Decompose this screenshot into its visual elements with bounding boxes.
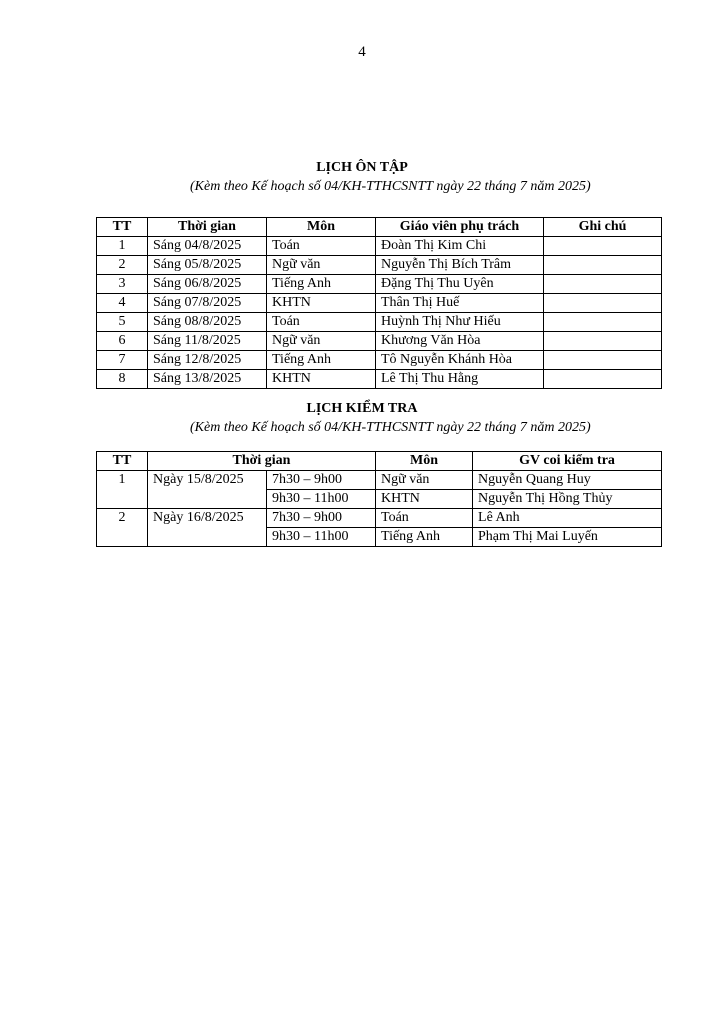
table-header-row bbox=[97, 218, 662, 237]
review-schedule-subtitle: (Kèm theo Kế hoạch số 04/KH-TTHCSNTT ngày 22 tháng 7 năm 2025) bbox=[190, 179, 591, 194]
row-subject: Toán bbox=[376, 509, 473, 528]
row-time: Sáng 12/8/2025 bbox=[148, 351, 267, 370]
header-note: Ghi chú bbox=[544, 218, 662, 237]
row-number: 4 bbox=[97, 294, 148, 313]
header-time: Thời gian bbox=[148, 452, 376, 471]
table-row bbox=[97, 370, 662, 389]
row-time: Sáng 07/8/2025 bbox=[148, 294, 267, 313]
review-schedule-title: LỊCH ÔN TẬP bbox=[316, 160, 408, 175]
row-teacher: Khương Văn Hòa bbox=[376, 332, 544, 351]
review-table-body bbox=[97, 237, 662, 389]
exam-schedule-title: LỊCH KIỂM TRA bbox=[306, 401, 418, 416]
row-subject: Ngữ văn bbox=[376, 471, 473, 490]
row-number: 2 bbox=[97, 256, 148, 275]
row-slot: 9h30 – 11h00 bbox=[267, 528, 376, 547]
row-date-empty bbox=[148, 528, 267, 547]
exam-table-body bbox=[97, 471, 662, 547]
row-note bbox=[544, 237, 662, 256]
row-teacher: Đặng Thị Thu Uyên bbox=[376, 275, 544, 294]
header-proctor: GV coi kiểm tra bbox=[473, 452, 662, 471]
table-row bbox=[97, 313, 662, 332]
row-subject: KHTN bbox=[267, 370, 376, 389]
row-note bbox=[544, 256, 662, 275]
row-subject: Ngữ văn bbox=[267, 332, 376, 351]
row-time: Sáng 06/8/2025 bbox=[148, 275, 267, 294]
row-teacher: Đoàn Thị Kim Chi bbox=[376, 237, 544, 256]
row-date: Ngày 16/8/2025 bbox=[148, 509, 267, 528]
row-slot: 7h30 – 9h00 bbox=[267, 509, 376, 528]
row-number: 1 bbox=[97, 471, 148, 490]
row-subject: KHTN bbox=[376, 490, 473, 509]
header-subject: Môn bbox=[267, 218, 376, 237]
table-row bbox=[97, 490, 662, 509]
table-row bbox=[97, 237, 662, 256]
review-schedule-table bbox=[96, 217, 662, 389]
exam-schedule-table bbox=[96, 451, 662, 547]
table-row bbox=[97, 528, 662, 547]
header-tt: TT bbox=[97, 452, 148, 471]
row-note bbox=[544, 313, 662, 332]
row-teacher: Tô Nguyễn Khánh Hòa bbox=[376, 351, 544, 370]
exam-schedule-subtitle: (Kèm theo Kế hoạch số 04/KH-TTHCSNTT ngày 22 tháng 7 năm 2025) bbox=[190, 420, 591, 435]
header-teacher: Giáo viên phụ trách bbox=[376, 218, 544, 237]
row-time: Sáng 08/8/2025 bbox=[148, 313, 267, 332]
row-proctor: Lê Anh bbox=[473, 509, 662, 528]
table-row bbox=[97, 294, 662, 313]
row-note bbox=[544, 351, 662, 370]
row-date: Ngày 15/8/2025 bbox=[148, 471, 267, 490]
header-tt: TT bbox=[97, 218, 148, 237]
row-subject: Toán bbox=[267, 313, 376, 332]
row-teacher: Lê Thị Thu Hằng bbox=[376, 370, 544, 389]
row-slot: 7h30 – 9h00 bbox=[267, 471, 376, 490]
row-number: 8 bbox=[97, 370, 148, 389]
row-note bbox=[544, 332, 662, 351]
row-time: Sáng 11/8/2025 bbox=[148, 332, 267, 351]
row-note bbox=[544, 370, 662, 389]
row-teacher: Huỳnh Thị Như Hiếu bbox=[376, 313, 544, 332]
row-number-empty bbox=[97, 528, 148, 547]
row-proctor: Phạm Thị Mai Luyến bbox=[473, 528, 662, 547]
row-number: 7 bbox=[97, 351, 148, 370]
header-time: Thời gian bbox=[148, 218, 267, 237]
row-number: 1 bbox=[97, 237, 148, 256]
page-number: 4 bbox=[358, 44, 366, 60]
row-subject: Tiếng Anh bbox=[267, 351, 376, 370]
table-row bbox=[97, 509, 662, 528]
row-slot: 9h30 – 11h00 bbox=[267, 490, 376, 509]
table-row bbox=[97, 332, 662, 351]
row-number-empty bbox=[97, 490, 148, 509]
table-header-row bbox=[97, 452, 662, 471]
row-time: Sáng 05/8/2025 bbox=[148, 256, 267, 275]
row-proctor: Nguyễn Thị Hồng Thủy bbox=[473, 490, 662, 509]
table-row bbox=[97, 256, 662, 275]
row-time: Sáng 13/8/2025 bbox=[148, 370, 267, 389]
row-subject: Tiếng Anh bbox=[376, 528, 473, 547]
row-note bbox=[544, 275, 662, 294]
row-subject: KHTN bbox=[267, 294, 376, 313]
row-number: 5 bbox=[97, 313, 148, 332]
table-row bbox=[97, 275, 662, 294]
row-subject: Toán bbox=[267, 237, 376, 256]
row-number: 6 bbox=[97, 332, 148, 351]
row-proctor: Nguyễn Quang Huy bbox=[473, 471, 662, 490]
row-date-empty bbox=[148, 490, 267, 509]
row-teacher: Thân Thị Huế bbox=[376, 294, 544, 313]
row-subject: Ngữ văn bbox=[267, 256, 376, 275]
header-subject: Môn bbox=[376, 452, 473, 471]
row-teacher: Nguyễn Thị Bích Trâm bbox=[376, 256, 544, 275]
table-row bbox=[97, 471, 662, 490]
row-number: 2 bbox=[97, 509, 148, 528]
table-row bbox=[97, 351, 662, 370]
row-number: 3 bbox=[97, 275, 148, 294]
row-subject: Tiếng Anh bbox=[267, 275, 376, 294]
row-note bbox=[544, 294, 662, 313]
row-time: Sáng 04/8/2025 bbox=[148, 237, 267, 256]
